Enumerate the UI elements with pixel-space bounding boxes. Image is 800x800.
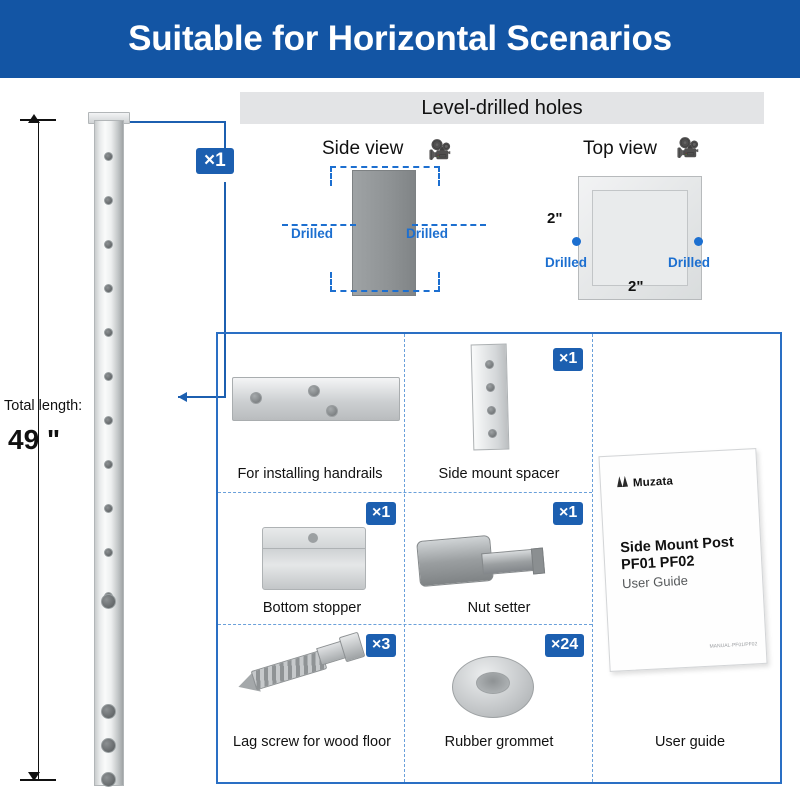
post-hole — [104, 372, 113, 381]
bottom-stopper-hole — [308, 533, 318, 543]
nut-setter-shaft — [481, 549, 537, 576]
post-hole — [104, 548, 113, 557]
side-view-drilled-label-left: Drilled — [291, 226, 334, 241]
guide-subtitle: User Guide — [621, 572, 689, 592]
spacer-hole — [485, 360, 494, 369]
post-hole-large — [101, 738, 116, 753]
total-length-label: Total length: — [4, 398, 83, 414]
lag-screw-quantity-badge: ×3 — [366, 634, 396, 657]
parts-grid-divider-v1 — [404, 334, 405, 782]
header-banner — [0, 0, 800, 78]
part-caption-spacer: Side mount spacer — [438, 466, 560, 482]
parts-grid-divider-h2 — [218, 624, 592, 625]
side-mount-post-illustration — [88, 108, 130, 786]
top-view-post-inner — [592, 190, 688, 286]
post-hole-large — [101, 704, 116, 719]
spacer-hole — [487, 406, 496, 415]
side-view-guide-line-top — [330, 166, 440, 168]
spacer-quantity-badge: ×1 — [553, 348, 583, 371]
post-hole — [104, 196, 113, 205]
guide-title: Side Mount Post PF01 PF02 — [619, 534, 735, 574]
post-quantity-badge: ×1 — [196, 148, 234, 174]
top-view-drill-dot-left — [572, 237, 581, 246]
level-drilled-title: Level-drilled holes — [421, 96, 583, 119]
post-hole — [104, 240, 113, 249]
post-hole-large — [101, 772, 116, 787]
part-caption-lag-screw: Lag screw for wood floor — [233, 734, 391, 750]
dimension-tick-top — [20, 119, 56, 121]
spacer-hole — [486, 383, 495, 392]
post-leader-vertical-top — [224, 121, 226, 149]
post-body — [94, 120, 124, 786]
post-hole — [104, 460, 113, 469]
post-hole-large — [101, 594, 116, 609]
post-hole — [104, 284, 113, 293]
bottom-stopper-body — [262, 548, 366, 590]
plate-hole — [326, 405, 338, 417]
post-hole — [104, 328, 113, 337]
parts-grid-divider-h1 — [218, 492, 592, 493]
post-hole — [104, 504, 113, 513]
guide-brand-name: Muzata — [632, 475, 674, 490]
parts-grid-divider-v2 — [592, 334, 593, 782]
side-view-label: Side view — [322, 138, 404, 159]
video-camera-icon: 🎥 — [676, 138, 700, 159]
rubber-grommet-quantity-badge: ×24 — [545, 634, 584, 657]
spacer-hole — [488, 429, 497, 438]
side-view-guide-line-bottom — [330, 290, 440, 292]
dimension-tick-bottom — [20, 779, 56, 781]
side-view-guide-tick-topright — [438, 166, 440, 186]
top-view-drilled-label-left: Drilled — [545, 255, 588, 270]
top-view-measure-bottom: 2" — [628, 278, 644, 295]
part-caption-user-guide: User guide — [654, 734, 726, 750]
top-view-drill-dot-right — [694, 237, 703, 246]
bottom-stopper-quantity-badge: ×1 — [366, 502, 396, 525]
top-view-measure-left: 2" — [547, 210, 563, 227]
post-hole — [104, 152, 113, 161]
user-guide-booklet — [598, 448, 767, 672]
side-view-guide-tick-topleft — [330, 166, 332, 186]
part-caption-handrails: For installing handrails — [237, 466, 383, 482]
page-title: Suitable for Horizontal Scenarios — [128, 19, 672, 58]
rubber-grommet-bore — [476, 672, 510, 694]
muzata-logo-icon — [617, 476, 629, 488]
video-camera-icon: 🎥 — [428, 140, 452, 161]
guide-footnote: MANUAL·PF01/PF02 — [709, 641, 758, 650]
nut-setter-quantity-badge: ×1 — [553, 502, 583, 525]
plate-hole — [250, 392, 262, 404]
level-drilled-title-bar — [240, 92, 764, 124]
part-caption-rubber-grommet: Rubber grommet — [444, 734, 554, 750]
side-view-guide-tick-bottomright — [438, 272, 440, 292]
nut-setter-tip — [531, 548, 545, 575]
part-caption-nut-setter: Nut setter — [467, 600, 531, 616]
total-length-value: 49 " — [8, 424, 61, 455]
post-hole — [104, 416, 113, 425]
top-view-label: Top view — [583, 138, 657, 159]
post-leader-arrow-icon — [178, 392, 187, 402]
plate-hole — [308, 385, 320, 397]
side-view-guide-tick-bottomleft — [330, 272, 332, 292]
post-leader-horizontal — [130, 121, 226, 123]
part-caption-bottom-stopper: Bottom stopper — [262, 600, 362, 616]
top-view-drilled-label-right: Drilled — [668, 255, 711, 270]
side-view-drilled-label-right: Drilled — [406, 226, 449, 241]
